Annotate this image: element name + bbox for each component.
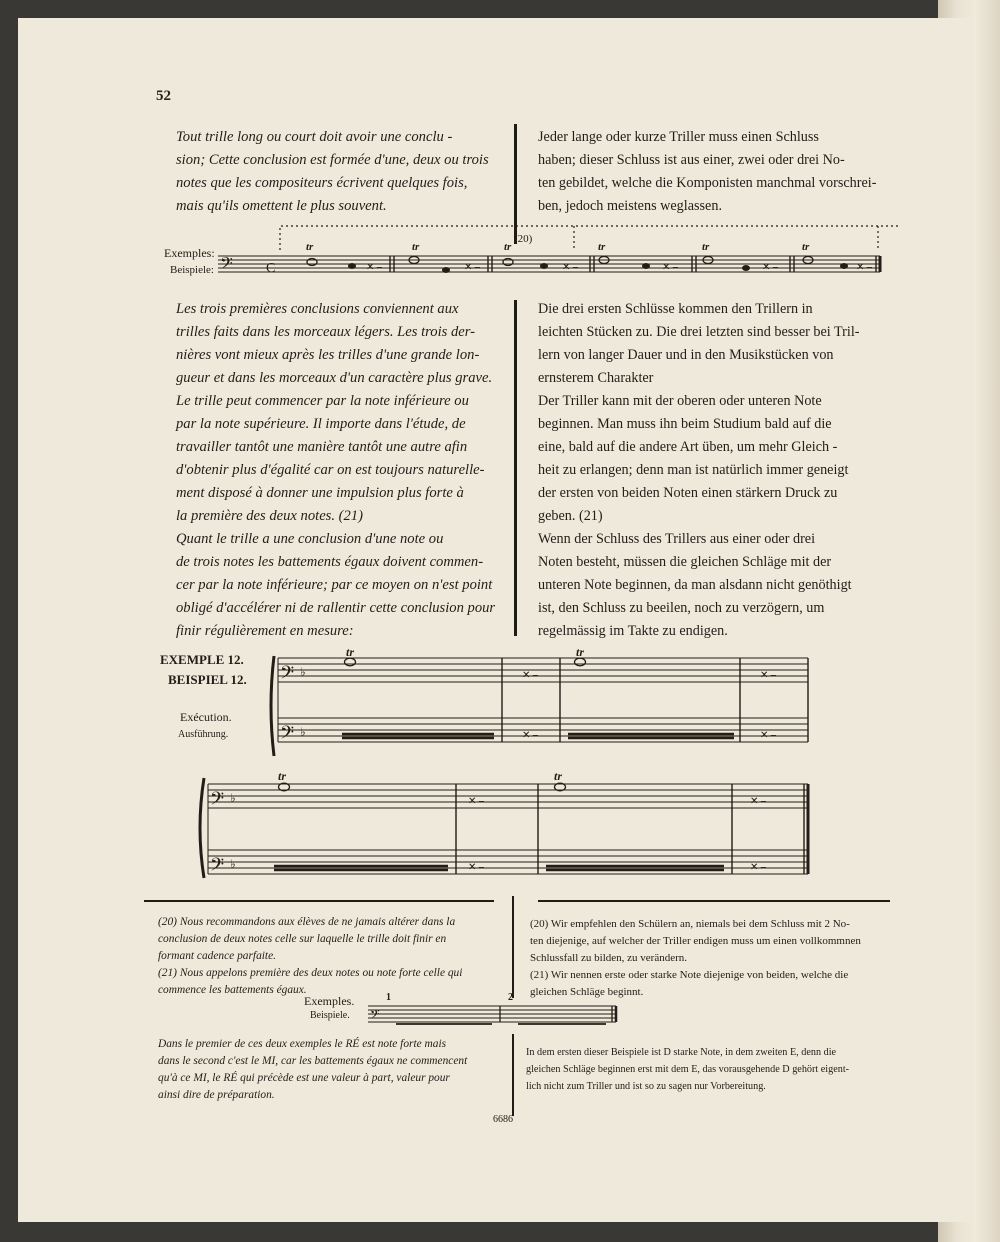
svg-text:✕ –: ✕ – bbox=[760, 730, 776, 741]
svg-text:𝄢: 𝄢 bbox=[370, 1009, 380, 1025]
body-de-line: beginnen. Man muss ihn beim Studium bald auf die bbox=[538, 416, 832, 432]
svg-text:✕ –: ✕ – bbox=[760, 670, 776, 681]
footnote-de-20: (20) Wir empfehlen den Schülern an, niemals bei dem Schluss mit 2 No- bbox=[530, 918, 850, 930]
body-fr-line: Le trille peut commencer par la note inférieure ou bbox=[176, 393, 469, 409]
body-de-line: regelmässig im Takte zu endigen. bbox=[538, 623, 728, 639]
example12-title-de: BEISPIEL 12. bbox=[168, 672, 247, 687]
body-fr-line: d'obtenir plus d'égalité car on est toujours naturelle- bbox=[176, 462, 485, 478]
footnote-fr-20: formant cadence parfaite. bbox=[158, 950, 276, 962]
svg-text:✕ –: ✕ – bbox=[468, 862, 484, 873]
body-de-line: der ersten von beiden Noten einen stärkern Druck zu bbox=[538, 485, 838, 501]
svg-text:tr: tr bbox=[598, 241, 606, 253]
svg-text:tr: tr bbox=[346, 646, 355, 659]
svg-text:tr: tr bbox=[554, 769, 563, 783]
footnote-divider bbox=[512, 896, 514, 998]
footnote-ref-20: (20) bbox=[514, 233, 533, 245]
body-de-line: Die drei ersten Schlüsse kommen den Trillern in bbox=[538, 301, 813, 317]
svg-text:♭: ♭ bbox=[300, 725, 306, 739]
example12-title-fr: EXEMPLE 12. bbox=[160, 652, 244, 667]
plate-number: 6686 bbox=[493, 1114, 513, 1125]
execution-label-fr: Exécution. bbox=[180, 710, 232, 724]
examples-label-de: Beispiele: bbox=[170, 264, 214, 276]
svg-text:𝄢: 𝄢 bbox=[210, 788, 225, 813]
body-fr-line: de trois notes les battements égaux doivent commen- bbox=[176, 554, 484, 570]
body-fr-line: gueur et dans les morceaux d'un caractère plus grave. bbox=[176, 370, 493, 386]
body-de-line: ernsterem Charakter bbox=[538, 370, 654, 386]
footnote-fr-20: (20) Nous recommandons aux élèves de ne jamais altérer dans la bbox=[158, 916, 456, 928]
svg-text:tr: tr bbox=[306, 241, 314, 253]
column-divider bbox=[514, 300, 517, 636]
example-number-2: 2 bbox=[508, 992, 513, 1003]
svg-text:𝄢: 𝄢 bbox=[280, 662, 295, 687]
after-examples-french bbox=[158, 1036, 467, 1104]
body-fr-line: par la note supérieure. Il importe dans l'étude, de bbox=[176, 416, 466, 432]
footnote-de-20: Schlussfall zu bilden, zu verändern. bbox=[530, 952, 688, 964]
intro-de-line: haben; dieser Schluss ist aus einer, zwei oder drei No- bbox=[538, 152, 845, 168]
body-fr-line: cer par la note inférieure; par ce moyen on n'est point bbox=[176, 577, 493, 593]
intro-fr-line: notes que les compositeurs écrivent quelques fois, bbox=[176, 175, 468, 191]
footnotes-french bbox=[158, 914, 462, 999]
footnote-de-21: (21) Wir nennen erste oder starke Note diejenige von beiden, welche die bbox=[530, 969, 849, 981]
intro-french bbox=[176, 126, 489, 218]
svg-text:𝄢: 𝄢 bbox=[210, 854, 225, 879]
after-examples-german bbox=[526, 1044, 849, 1095]
body-fr-line: trilles faits dans les morceaux légers. Les trois der- bbox=[176, 324, 475, 340]
intro-german bbox=[538, 126, 876, 218]
svg-text:tr: tr bbox=[278, 769, 287, 783]
after-fr-line: qu'à ce MI, le RÉ qui précède est une valeur à part, valeur pour bbox=[158, 1072, 450, 1084]
footnote-de-20: ten diejenige, auf welcher der Triller endigen muss um einen vollkommnen bbox=[530, 935, 861, 947]
body-de-line: ist, den Schluss zu beeilen, noch zu verzögern, um bbox=[538, 600, 825, 616]
body-de-line: Noten besteht, müssen die gleichen Schläge mit der bbox=[538, 554, 832, 570]
example12-system-2 bbox=[198, 768, 818, 888]
footnote-divider-lower bbox=[512, 1034, 514, 1116]
book-page bbox=[18, 18, 970, 1222]
body-fr-line: Les trois premières conclusions conviennent aux bbox=[176, 301, 459, 317]
intro-fr-line: sion; Cette conclusion est formée d'une, deux ou trois bbox=[176, 152, 489, 168]
example-number-1: 1 bbox=[386, 992, 391, 1003]
intro-de-line: ben, jedoch meistens weglassen. bbox=[538, 198, 722, 214]
after-fr-line: dans le second c'est le MI, car les battements égaux ne commencent bbox=[158, 1055, 468, 1067]
body-fr-line: obligé d'accélérer ni de rallentir cette conclusion pour bbox=[176, 600, 496, 616]
body-fr-line: finir régulièrement en mesure: bbox=[176, 623, 354, 639]
footnote-fr-21: (21) Nous appelons première des deux notes ou note forte celle qui bbox=[158, 967, 463, 979]
body-de-line: lern von langer Dauer und in den Musikstücken von bbox=[538, 347, 834, 363]
small-examples-label-fr: Exemples. bbox=[304, 994, 355, 1008]
body-fr-line: Quant le trille a une conclusion d'une note ou bbox=[176, 531, 444, 547]
footnote-rule-de bbox=[538, 900, 890, 902]
after-de-line: gleichen Schläge beginnen erst mit dem E, das vorausgehende D gehört eigent- bbox=[526, 1064, 850, 1075]
body-fr-line: travailler tantôt une manière tantôt une autre afin bbox=[176, 439, 468, 455]
intro-de-line: ten gebildet, welche die Komponisten manchmal vorschrei- bbox=[538, 175, 877, 191]
svg-text:✕ –: ✕ – bbox=[464, 262, 480, 273]
intro-fr-line: mais qu'ils omettent le plus souvent. bbox=[176, 198, 387, 214]
examples-label-fr: Exemples: bbox=[164, 246, 215, 260]
body-de-line: heit zu erlangen; denn man ist natürlich immer geneigt bbox=[538, 462, 849, 478]
svg-text:✕ –: ✕ – bbox=[750, 796, 766, 807]
small-examples-label-de: Beispiele. bbox=[310, 1010, 350, 1021]
footnote-fr-21: commence les battements égaux. bbox=[158, 984, 307, 996]
svg-text:✕ –: ✕ – bbox=[522, 730, 538, 741]
body-de-line: leichten Stücken zu. Die drei letzten sind besser bei Tril- bbox=[538, 324, 860, 340]
body-de-line: Der Triller kann mit der oberen oder unteren Note bbox=[538, 393, 822, 409]
page-number: 52 bbox=[156, 88, 171, 104]
svg-text:𝄢: 𝄢 bbox=[220, 255, 233, 277]
after-fr-line: ainsi dire de préparation. bbox=[158, 1089, 275, 1101]
svg-text:✕ –: ✕ – bbox=[366, 262, 382, 273]
after-de-line: lich nicht zum Triller und ist so zu sagen nur Vorbereitung. bbox=[526, 1081, 766, 1092]
body-french bbox=[176, 298, 495, 643]
svg-text:tr: tr bbox=[802, 241, 810, 253]
svg-text:✕ –: ✕ – bbox=[662, 262, 678, 273]
svg-text:𝄢: 𝄢 bbox=[280, 722, 295, 747]
body-german bbox=[538, 298, 860, 643]
example12-system-1 bbox=[268, 646, 818, 766]
svg-text:♭: ♭ bbox=[300, 665, 306, 679]
body-de-line: unteren Note beginnen, da man alsdann nicht genöthigt bbox=[538, 577, 852, 593]
footnote-de-21: gleichen Schläge beginnt. bbox=[530, 986, 644, 998]
svg-text:C: C bbox=[266, 261, 276, 276]
intro-de-line: Jeder lange oder kurze Triller muss einen Schluss bbox=[538, 129, 819, 145]
after-de-line: In dem ersten dieser Beispiele ist D starke Note, in dem zweiten E, denn die bbox=[526, 1047, 837, 1058]
body-de-line: eine, bald auf die andere Art üben, um mehr Gleich - bbox=[538, 439, 838, 455]
svg-text:✕ –: ✕ – bbox=[856, 262, 872, 273]
svg-text:tr: tr bbox=[702, 241, 710, 253]
body-de-line: Wenn der Schluss des Trillers aus einer oder drei bbox=[538, 531, 816, 547]
svg-text:tr: tr bbox=[576, 646, 585, 659]
body-fr-line: ment disposé à donner une impulsion plus forte à bbox=[176, 485, 464, 501]
execution-label-de: Ausführung. bbox=[178, 729, 229, 740]
body-fr-line: la première des deux notes. (21) bbox=[176, 508, 363, 524]
footnote-fr-20: conclusion de deux notes celle sur laquelle le trille doit finir en bbox=[158, 933, 447, 945]
svg-text:✕ –: ✕ – bbox=[562, 262, 578, 273]
intro-fr-line: Tout trille long ou court doit avoir une conclu - bbox=[176, 129, 453, 145]
svg-text:tr: tr bbox=[412, 241, 420, 253]
svg-text:✕ –: ✕ – bbox=[468, 796, 484, 807]
body-fr-line: nières vont mieux après les trilles d'une grande lon- bbox=[176, 347, 480, 363]
svg-text:♭: ♭ bbox=[230, 857, 236, 871]
after-fr-line: Dans le premier de ces deux exemples le RÉ est note forte mais bbox=[158, 1038, 447, 1050]
svg-text:♭: ♭ bbox=[230, 791, 236, 805]
svg-text:✕ –: ✕ – bbox=[750, 862, 766, 873]
body-de-line: geben. (21) bbox=[538, 508, 603, 524]
trill-conclusion-examples-staff bbox=[218, 220, 898, 280]
footnote-rule-fr bbox=[144, 900, 494, 902]
footnote-example-staff bbox=[368, 988, 628, 1032]
svg-text:tr: tr bbox=[504, 241, 512, 253]
svg-text:✕ –: ✕ – bbox=[762, 262, 778, 273]
svg-text:✕ –: ✕ – bbox=[522, 670, 538, 681]
